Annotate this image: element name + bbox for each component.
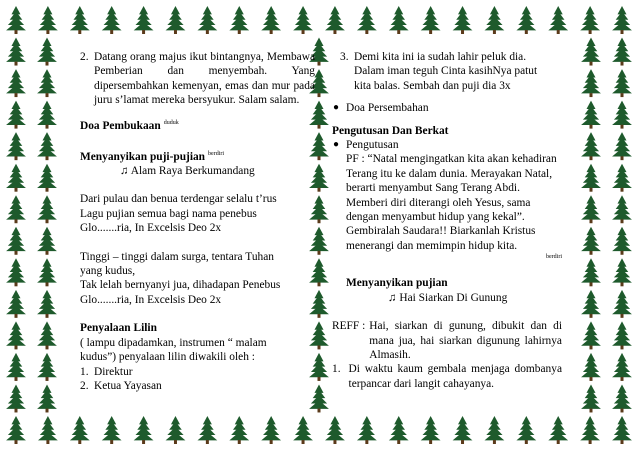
tree-icon <box>612 416 632 444</box>
tree-icon <box>421 6 441 34</box>
tree-icon <box>37 69 57 97</box>
pujian-heading: Menyanyikan pujian <box>346 277 448 290</box>
tree-icon <box>516 416 536 444</box>
tree-icon <box>37 258 57 286</box>
list-item: 1. Direktur <box>80 365 133 378</box>
verse-text: Di waktu kaum gembala menjaga dombanya terpancar dari langit cahayanya. <box>348 363 562 390</box>
tree-icon <box>197 416 217 444</box>
tree-icon <box>389 416 409 444</box>
right-column <box>332 50 562 391</box>
refrain-text: Hai, siarkan di gunung, dibukit dan di mana jua, hai siarkan digunung lahirnya Almasih. <box>369 320 562 361</box>
tree-icon <box>37 227 57 255</box>
lyric-line: Glo.......ria, In Excelsis Deo 2x <box>80 293 222 306</box>
song-verse-2 <box>80 50 315 108</box>
tree-icon <box>581 101 601 129</box>
verse-number: 1. <box>332 363 341 376</box>
tree-icon <box>612 38 632 66</box>
tree-icon <box>261 6 281 34</box>
tree-icon <box>548 6 568 34</box>
tree-icon <box>485 6 505 34</box>
list-item: ● Doa Persembahan <box>333 102 429 115</box>
tree-icon <box>102 6 122 34</box>
tree-icon <box>70 416 90 444</box>
tree-icon <box>6 132 26 160</box>
tree-icon <box>6 321 26 349</box>
tree-icon <box>37 195 57 223</box>
tree-icon <box>581 132 601 160</box>
left-column <box>80 50 315 393</box>
tree-icon <box>612 6 632 34</box>
song-title: ♫ Alam Raya Berkumandang <box>120 165 255 178</box>
tree-icon <box>37 290 57 318</box>
tree-icon <box>6 290 26 318</box>
tree-icon <box>612 227 632 255</box>
lyric-line: Dalam iman teguh Cinta kasihNya patut <box>354 65 538 78</box>
refrain-label: REFF : <box>332 320 366 333</box>
tree-icon <box>229 416 249 444</box>
tree-icon <box>421 416 441 444</box>
tree-icon <box>389 6 409 34</box>
tree-icon <box>516 6 536 34</box>
lyric-line: yang kudus, <box>80 265 136 278</box>
tree-icon <box>612 384 632 412</box>
tree-icon <box>581 38 601 66</box>
refrain <box>332 319 562 362</box>
tree-icon <box>6 258 26 286</box>
tree-icon <box>581 384 601 412</box>
verse-number: 2. <box>80 51 89 63</box>
tree-icon <box>581 290 601 318</box>
bullet-icon: ● <box>333 102 340 114</box>
tree-icon <box>612 353 632 381</box>
tree-icon <box>6 6 26 34</box>
tree-icon <box>38 6 58 34</box>
penyalaan-lilin-heading: Penyalaan Lilin <box>80 322 157 335</box>
tree-icon <box>612 69 632 97</box>
tree-icon <box>102 416 122 444</box>
lilin-description: ( lampu dipadamkan, instrumen “ malam <box>80 336 267 349</box>
posture-note: duduk <box>163 119 179 126</box>
tree-icon <box>612 258 632 286</box>
tree-icon <box>197 6 217 34</box>
lyric-line: Dari pulau dan benua terdengar selalu t’rus <box>80 193 277 206</box>
tree-icon <box>6 384 26 412</box>
tree-icon <box>485 416 505 444</box>
song-verse-1 <box>332 362 562 391</box>
lyric-line: Demi kita ini ia sudah lahir peluk dia. <box>354 51 527 63</box>
tree-icon <box>6 227 26 255</box>
tree-icon <box>70 6 90 34</box>
doa-pembukaan-heading: Doa Pembukaan $^{duduk}$ <box>80 119 179 132</box>
tree-icon <box>581 164 601 192</box>
tree-icon <box>37 101 57 129</box>
tree-icon <box>612 101 632 129</box>
tree-icon <box>357 6 377 34</box>
tree-icon <box>581 321 601 349</box>
tree-icon <box>453 416 473 444</box>
song-title: ♫ Hai Siarkan Di Gunung <box>388 291 508 304</box>
tree-icon <box>612 164 632 192</box>
tree-icon <box>261 416 281 444</box>
tree-icon <box>453 6 473 34</box>
tree-icon <box>581 227 601 255</box>
tree-icon <box>37 321 57 349</box>
tree-icon <box>357 416 377 444</box>
posture-note: berdiri <box>208 150 225 157</box>
tree-icon <box>548 416 568 444</box>
tree-icon <box>580 6 600 34</box>
tree-icon <box>6 101 26 129</box>
tree-icon <box>293 6 313 34</box>
posture-note: berdiri <box>546 254 562 261</box>
tree-icon <box>612 290 632 318</box>
tree-icon <box>612 132 632 160</box>
tree-icon <box>325 6 345 34</box>
tree-icon <box>229 6 249 34</box>
tree-icon <box>37 384 57 412</box>
lilin-description: kudus”) penyalaan lilin diwakili oleh : <box>80 351 255 364</box>
tree-icon <box>612 321 632 349</box>
tree-icon <box>37 38 57 66</box>
tree-icon <box>37 132 57 160</box>
bullet-icon: ● <box>333 139 340 151</box>
tree-icon <box>325 416 345 444</box>
list-item: ● Pengutusan <box>333 139 399 152</box>
tree-icon <box>38 416 58 444</box>
tree-icon <box>581 69 601 97</box>
pengutusan-text: PF : “Natal mengingatkan kita akan kehadiran Terang itu ke dalam dunia. Merayakan Natal, berarti menyambut Sang Terang Abdi. Memberi diri diterangi oleh Yesus, sama dengan menyambut hidup yang kekal”. Gembiralah Saudara!! Biarkanlah Kristus menerangi dan memimpin hidup kita. <box>346 153 557 252</box>
tree-icon <box>6 38 26 66</box>
tree-icon <box>166 6 186 34</box>
song-verse-3 <box>340 50 562 93</box>
tree-icon <box>6 195 26 223</box>
tree-icon <box>581 258 601 286</box>
tree-icon <box>134 6 154 34</box>
tree-icon <box>580 416 600 444</box>
lyric-line: Tinggi – tinggi dalam surga, tentara Tuhan <box>80 250 274 263</box>
list-item: 2. Ketua Yayasan <box>80 379 162 392</box>
tree-icon <box>37 353 57 381</box>
pengutusan-heading: Pengutusan Dan Berkat <box>332 124 449 137</box>
tree-icon <box>6 353 26 381</box>
tree-icon <box>612 195 632 223</box>
song-verse-block-1 <box>80 192 315 235</box>
tree-icon <box>6 416 26 444</box>
tree-icon <box>6 69 26 97</box>
lyric-line: kita balas. Sembah dan puji dia 3x <box>354 79 511 92</box>
tree-icon <box>6 164 26 192</box>
tree-icon <box>134 416 154 444</box>
tree-icon <box>581 195 601 223</box>
verse-number: 3. <box>340 51 349 63</box>
lyric-line: Glo.......ria, In Excelsis Deo 2x <box>80 222 222 235</box>
tree-icon <box>293 416 313 444</box>
puji-pujian-heading: Menyanyikan puji-pujian $^{berdiri}$ <box>80 150 225 163</box>
lyric-line: Tak lelah bernyanyi jua, dihadapan Penebus <box>80 279 281 292</box>
tree-icon <box>581 353 601 381</box>
verse-text: Datang orang majus ikut bintangnya, Membawa Pemberian dan menyembah. Yang dipersembahkan kemenyan, emas dan mur pada juru s’lamat mereka bersyukur. Salam salam. <box>94 51 315 107</box>
tree-icon <box>166 416 186 444</box>
tree-icon <box>37 164 57 192</box>
lyric-line: Lagu pujian semua bagi nama penebus <box>80 207 257 220</box>
song-verse-block-2 <box>80 250 315 308</box>
